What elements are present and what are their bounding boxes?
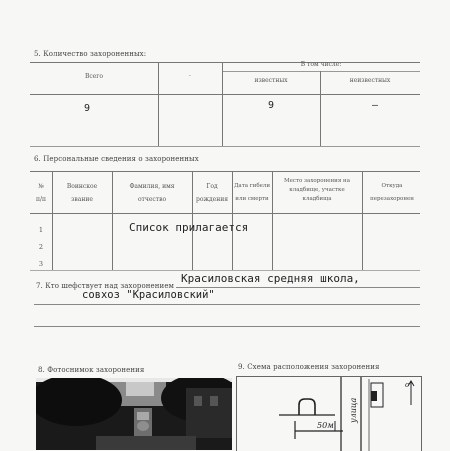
patron-underline xyxy=(34,326,420,327)
list-item: 3 xyxy=(38,260,44,268)
patron-underline xyxy=(176,287,420,288)
header-unknown: неизвестных xyxy=(349,77,391,84)
value-total: 9 xyxy=(84,103,91,114)
table-5-header-bottom xyxy=(30,94,420,95)
header-total: Всего xyxy=(84,73,104,80)
list-attached-note: Список прилагается xyxy=(129,221,249,234)
value-unknown: – xyxy=(372,100,379,111)
section-8-title: 8. Фотоснимок захоронения xyxy=(38,366,145,374)
scheme-drawing xyxy=(237,377,421,451)
list-item: 1 xyxy=(38,226,44,234)
header-burial-place: Место захоронения на кладбище, участке кладбища xyxy=(283,178,350,202)
distance-label: 50м xyxy=(317,421,334,430)
header-fullname: Фамилия, имя отчество xyxy=(129,183,175,203)
section-5-title: 5. Количество захороненных: xyxy=(34,50,147,58)
header-reburied-from: Откуда перезахоронен xyxy=(370,183,414,202)
section-9-title: 9. Схема расположения захоронения xyxy=(238,363,380,371)
section-7-title: 7. Кто шефствует над захоронением xyxy=(36,282,175,290)
value-known: 9 xyxy=(268,100,275,111)
monument-icon xyxy=(299,399,315,415)
header-birth-year: Год рождения xyxy=(195,183,228,203)
section-6-title: 6. Персональные сведения о захороненных xyxy=(34,155,199,163)
header-including: В том числе: xyxy=(300,61,342,68)
patron-line-1: Красиловская средняя школа, xyxy=(181,272,360,285)
photo-scene xyxy=(36,378,232,450)
header-num: № п/п xyxy=(35,183,47,203)
header-known: известных xyxy=(254,77,288,84)
memorial-photo xyxy=(36,378,232,450)
north-label: с xyxy=(405,381,409,389)
list-item: 2 xyxy=(38,243,44,251)
road-label: улица xyxy=(349,397,358,423)
patron-underline xyxy=(34,304,420,305)
patron-line-2: совхоз "Красиловский" xyxy=(82,289,215,301)
table-6-bottom-border xyxy=(30,270,420,271)
location-scheme xyxy=(236,376,422,451)
row-numbers xyxy=(30,222,52,273)
header-blank: · xyxy=(189,73,191,80)
header-rank: Воинское звание xyxy=(66,183,98,203)
table-5-subheader-line xyxy=(222,71,420,72)
header-death-date: Дата гибели или смерти xyxy=(233,183,271,202)
table-5-bottom-border xyxy=(30,146,420,147)
